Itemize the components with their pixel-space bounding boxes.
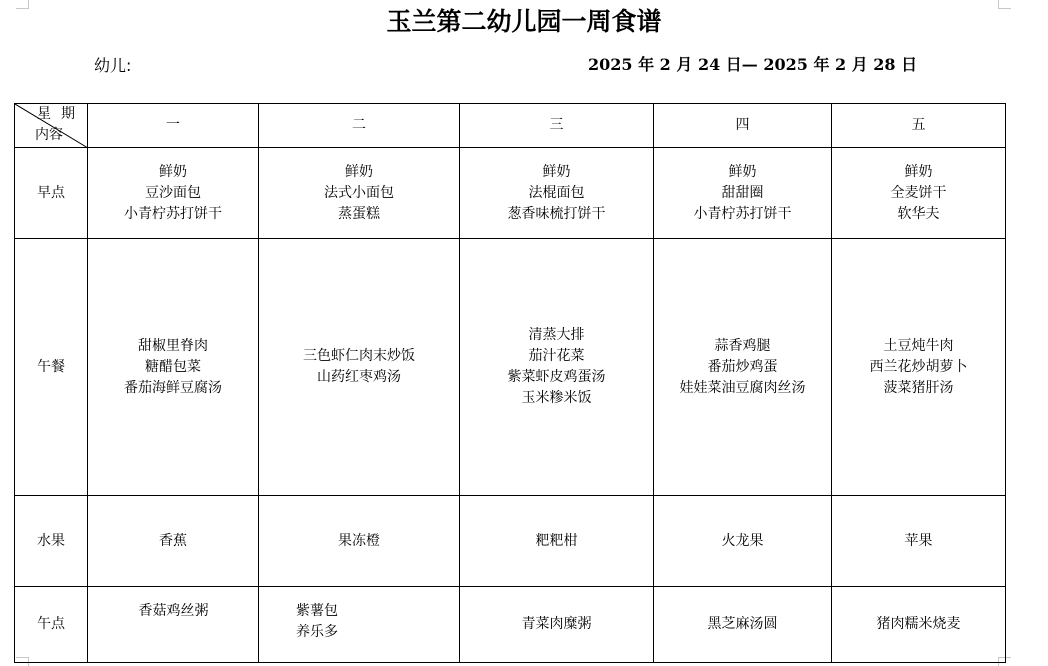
dish: 鲜奶 (728, 163, 757, 180)
dish: 粑粑柑 (535, 532, 578, 549)
dish: 鲜奶 (159, 163, 187, 180)
menu-cell (259, 148, 460, 239)
dish: 香蕉 (159, 532, 187, 549)
dish: 土豆炖牛肉 (883, 337, 954, 354)
dish: 茄汁花菜 (528, 348, 585, 364)
menu-cell (460, 496, 654, 587)
menu-cell (88, 239, 259, 496)
weekly-menu-table (14, 103, 1006, 663)
dish: 娃娃菜油豆腐肉丝汤 (679, 379, 806, 396)
dish: 鲜奶 (542, 163, 571, 180)
menu-cell (654, 239, 832, 496)
dish: 苹果 (904, 532, 933, 549)
meal-label: 早点 (15, 148, 88, 239)
day-header: 三 (460, 104, 654, 148)
dish: 法式小面包 (324, 184, 394, 201)
dish: 紫菜虾皮鸡蛋汤 (507, 369, 606, 385)
dish: 黑芝麻汤圆 (707, 616, 778, 632)
header-corner-cell (15, 104, 88, 148)
menu-cell (654, 496, 832, 587)
corner-content-label: 内容 (35, 127, 63, 143)
dish: 猪肉糯米烧麦 (876, 616, 961, 632)
dish: 养乐多 (296, 624, 338, 640)
menu-cell (259, 239, 460, 496)
dish: 甜椒里脊肉 (138, 337, 208, 354)
dish: 紫薯包 (296, 603, 338, 619)
menu-cell (832, 496, 1006, 587)
dish: 鲜奶 (904, 163, 933, 180)
dish: 番茄炒鸡蛋 (707, 358, 778, 375)
dish: 三色虾仁肉末炒饭 (303, 348, 415, 364)
dish: 玉米糁米饭 (521, 390, 592, 406)
menu-cell (460, 148, 654, 239)
dish: 蒸蛋糕 (338, 205, 380, 222)
dish: 西兰花炒胡萝卜 (869, 358, 968, 375)
date-range: 2025 年 2 月 24 日— 2025 年 2 月 28 日 (588, 55, 918, 74)
meal-row-lunch (15, 239, 1006, 496)
menu-cell (460, 239, 654, 496)
document-title: 玉兰第二幼儿园一周食谱 (386, 7, 662, 36)
dish: 清蒸大排 (528, 327, 585, 343)
menu-cell (654, 148, 832, 239)
menu-cell (460, 587, 654, 663)
dish: 山药红枣鸡汤 (317, 369, 401, 385)
dish: 葱香味梳打饼干 (507, 205, 606, 222)
day-header: 五 (832, 104, 1006, 148)
corner-weekday-label: 星期 (37, 106, 85, 122)
dish: 甜甜圈 (721, 184, 764, 201)
dish: 青菜肉糜粥 (521, 616, 592, 632)
menu-cell (832, 587, 1006, 663)
dish: 豆沙面包 (145, 184, 201, 201)
meal-row-fruit (15, 496, 1006, 587)
dish: 小青柠苏打饼干 (124, 205, 222, 222)
menu-cell (88, 148, 259, 239)
dish: 全麦饼干 (890, 184, 947, 201)
day-header: 二 (259, 104, 460, 148)
meal-label: 水果 (15, 496, 88, 587)
dish: 菠菜猪肝汤 (883, 379, 954, 396)
dish: 小青柠苏打饼干 (693, 205, 792, 222)
menu-cell (832, 148, 1006, 239)
meal-label: 午餐 (15, 239, 88, 496)
meal-label: 午点 (15, 587, 88, 663)
menu-cell (88, 587, 259, 663)
meal-row-afternoon-snack (15, 587, 1006, 663)
header-row (15, 104, 1006, 148)
menu-cell (259, 496, 460, 587)
dish: 火龙果 (721, 532, 764, 549)
dish: 蒜香鸡腿 (714, 337, 771, 354)
dish: 鲜奶 (345, 163, 373, 180)
menu-cell (832, 239, 1006, 496)
dish: 果冻橙 (338, 532, 380, 549)
dish: 糖醋包菜 (145, 358, 201, 375)
menu-cell (259, 587, 460, 663)
meal-row-breakfast (15, 148, 1006, 239)
day-header: 四 (654, 104, 832, 148)
dish: 香菇鸡丝粥 (138, 603, 209, 619)
child-label: 幼儿: (94, 56, 132, 75)
day-header: 一 (88, 104, 259, 148)
menu-cell (654, 587, 832, 663)
dish: 番茄海鲜豆腐汤 (124, 379, 222, 396)
dish: 软华夫 (897, 205, 940, 222)
menu-cell (88, 496, 259, 587)
dish: 法棍面包 (528, 184, 585, 201)
